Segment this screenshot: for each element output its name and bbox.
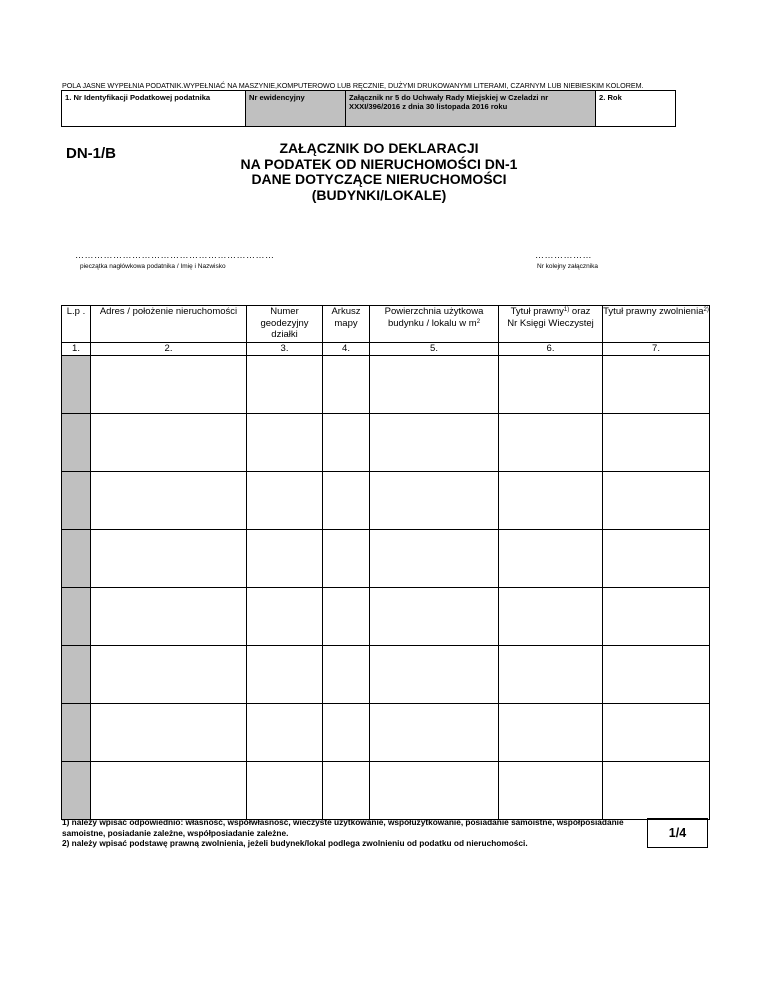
input-cell[interactable]: [499, 355, 603, 413]
input-cell[interactable]: [247, 413, 323, 471]
input-cell[interactable]: [370, 703, 499, 761]
col-header-title: [499, 306, 603, 343]
input-cell[interactable]: [499, 529, 603, 587]
input-cell[interactable]: [323, 471, 370, 529]
input-cell[interactable]: [247, 587, 323, 645]
attachment-info-label: Załącznik nr 5 do Uchwały Rady Miejskiej w Czeladzi nr XXXI/396/2016 z dnia 30 listopada 2016 roku: [349, 93, 549, 111]
col-header-lp: L.p .: [62, 306, 91, 343]
table-row: [62, 645, 710, 703]
col-header-title-and: oraz: [571, 306, 591, 317]
input-cell[interactable]: [370, 413, 499, 471]
lp-cell: [62, 413, 91, 471]
lp-cell: [62, 587, 91, 645]
input-cell[interactable]: [370, 355, 499, 413]
table-row: [62, 587, 710, 645]
input-cell[interactable]: [370, 529, 499, 587]
lp-cell: [62, 703, 91, 761]
input-cell[interactable]: [603, 645, 710, 703]
ewid-label: Nr ewidencyjny: [249, 93, 305, 102]
input-cell[interactable]: [323, 645, 370, 703]
input-cell[interactable]: [499, 761, 603, 819]
col-header-title-text: Tytuł prawny: [510, 306, 564, 317]
page-title: [188, 141, 570, 203]
footnote-1: 1) należy wpisać odpowiednio: własność, współwłasność, wieczyste użytkowanie, współużytkowanie, posiadanie samoistne, współposiadanie samoistne, posiadanie zależne, współposiadanie zależne.: [62, 817, 624, 838]
input-cell[interactable]: [499, 471, 603, 529]
col-number-5: 5.: [370, 343, 499, 356]
input-cell[interactable]: [323, 529, 370, 587]
col-number-1: 1.: [62, 343, 91, 356]
col-header-address: Adres / położenie nieruchomości: [91, 306, 247, 343]
input-cell[interactable]: [91, 471, 247, 529]
nip-label: 1. Nr Identyfikacji Podatkowej podatnika: [65, 93, 211, 102]
col-header-exempt: [603, 306, 710, 343]
input-cell[interactable]: [91, 761, 247, 819]
input-cell[interactable]: [91, 529, 247, 587]
input-cell[interactable]: [91, 703, 247, 761]
input-cell[interactable]: [603, 529, 710, 587]
col-header-area-sup: 2: [476, 318, 481, 325]
lp-cell: [62, 529, 91, 587]
attachment-info-field: [346, 91, 596, 126]
table-row: [62, 413, 710, 471]
input-cell[interactable]: [603, 355, 710, 413]
lp-cell: [62, 471, 91, 529]
input-cell[interactable]: [370, 645, 499, 703]
input-cell[interactable]: [370, 587, 499, 645]
input-cell[interactable]: [603, 761, 710, 819]
title-line-4: (BUDYNKI/LOKALE): [311, 186, 447, 203]
title-line-1: ZAŁĄCZNIK DO DEKLARACJI: [279, 140, 479, 156]
col-number-7: 7.: [603, 343, 710, 356]
title-line-2: NA PODATEK OD NIERUCHOMOŚCI DN-1: [240, 155, 518, 172]
input-cell[interactable]: [499, 413, 603, 471]
input-cell[interactable]: [323, 703, 370, 761]
input-cell[interactable]: [323, 413, 370, 471]
table-row: [62, 529, 710, 587]
col-header-area: [370, 306, 499, 343]
input-cell[interactable]: [91, 413, 247, 471]
col-header-exempt-sup: 2): [703, 307, 709, 313]
lp-cell: [62, 761, 91, 819]
header-fields-bar: [61, 90, 676, 127]
input-cell[interactable]: [247, 355, 323, 413]
input-cell[interactable]: [603, 471, 710, 529]
col-header-title-kw: Nr Księgi Wieczystej: [507, 317, 594, 329]
table-row: [62, 703, 710, 761]
ewid-field: [246, 91, 346, 126]
table-row: [62, 761, 710, 819]
input-cell[interactable]: [603, 413, 710, 471]
col-number-6: 6.: [499, 343, 603, 356]
attachment-number-line[interactable]: ………………: [535, 250, 592, 260]
footnotes: [62, 817, 632, 849]
table-row: [62, 355, 710, 413]
input-cell[interactable]: [91, 587, 247, 645]
col-header-title-sup: 1): [563, 307, 570, 313]
input-cell[interactable]: [247, 529, 323, 587]
input-cell[interactable]: [247, 645, 323, 703]
form-code: DN-1/B: [66, 145, 117, 162]
table-body: [62, 355, 710, 819]
input-cell[interactable]: [91, 355, 247, 413]
instruction-text: POLA JASNE WYPEŁNIA PODATNIK.WYPEŁNIAĆ NA MASZYNIE,KOMPUTEROWO LUB RĘCZNIE, DUŻYMI DRUKOWANYMI LITERAMI, CZARNYM LUB NIEBIESKIM KOLOREM.: [62, 81, 644, 90]
input-cell[interactable]: [499, 587, 603, 645]
input-cell[interactable]: [370, 471, 499, 529]
nip-field[interactable]: [62, 91, 246, 126]
year-label: 2. Rok: [599, 93, 622, 102]
table-number-row: [62, 343, 710, 356]
col-header-exempt-text: Tytuł prawny zwolnienia: [603, 306, 704, 317]
table-header-row: [62, 306, 710, 343]
page-number: 1/4: [647, 818, 708, 848]
year-field[interactable]: [596, 91, 675, 126]
col-number-4: 4.: [323, 343, 370, 356]
lp-cell: [62, 645, 91, 703]
input-cell[interactable]: [370, 761, 499, 819]
input-cell[interactable]: [91, 645, 247, 703]
attachment-number-label: Nr kolejny załącznika: [537, 263, 599, 270]
col-header-parcel: Numer geodezyjny działki: [247, 306, 323, 343]
input-cell[interactable]: [603, 587, 710, 645]
input-cell[interactable]: [323, 587, 370, 645]
footnote-2: 2) należy wpisać podstawę prawną zwolnienia, jeżeli budynek/lokal podlega zwolnieniu od podatku od nieruchomości.: [62, 838, 528, 848]
col-number-3: 3.: [247, 343, 323, 356]
col-header-area-text: Powierzchnia użytkowa budynku / lokalu w m: [384, 306, 484, 329]
property-table: [61, 305, 710, 820]
signature-line[interactable]: ………………………………………………………: [75, 250, 275, 260]
col-number-2: 2.: [91, 343, 247, 356]
title-line-3: DANE DOTYCZĄCE NIERUCHOMOŚCI: [251, 171, 507, 187]
input-cell[interactable]: [247, 761, 323, 819]
lp-cell: [62, 355, 91, 413]
input-cell[interactable]: [323, 355, 370, 413]
signature-label: pieczątka nagłówkowa podatnika / Imię i Nazwisko: [80, 263, 226, 270]
col-header-sheet: Arkusz mapy: [323, 306, 370, 343]
input-cell[interactable]: [499, 703, 603, 761]
input-cell[interactable]: [499, 645, 603, 703]
table-row: [62, 471, 710, 529]
input-cell[interactable]: [603, 703, 710, 761]
input-cell[interactable]: [247, 703, 323, 761]
input-cell[interactable]: [247, 471, 323, 529]
input-cell[interactable]: [323, 761, 370, 819]
